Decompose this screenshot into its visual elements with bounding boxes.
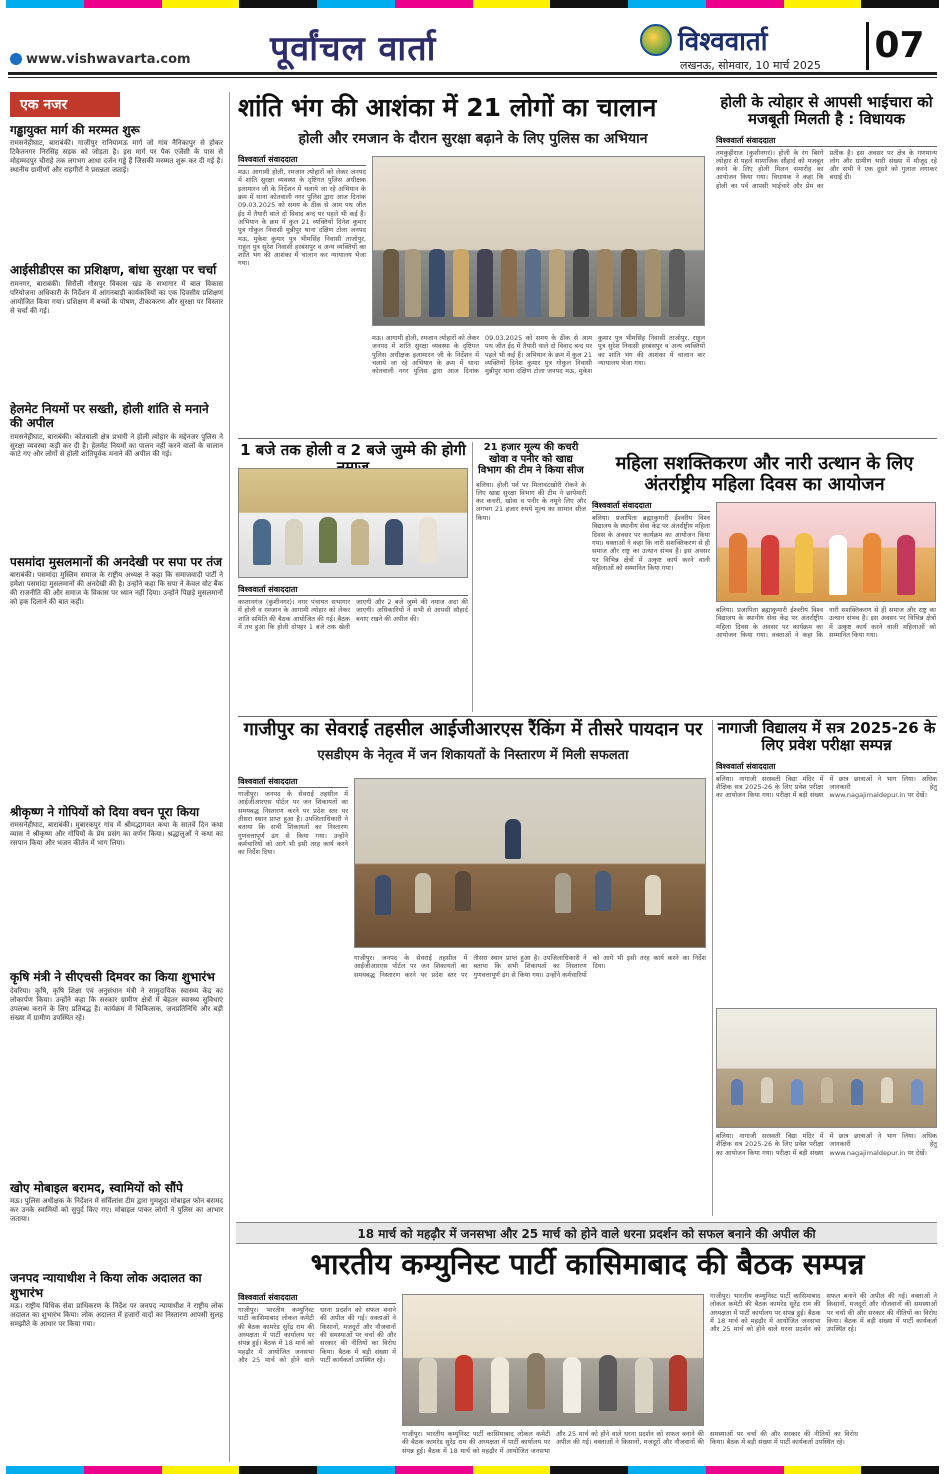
article-body: बलिया। नागाजी सरस्वती विद्या मंदिर में शैक्षिक सत्र 2025-26 के लिए प्रवेश परीक्षा का आयोजन किया गया। परीक्षा में बड़ी संख्या में छात्र छात्राओं ने भाग लिया। अधिक जानकारी हेतु www.nagajimaldepur.in पर देखें। <box>716 774 937 800</box>
article-byline: विश्ववार्ता संवाददाता <box>238 776 348 788</box>
sidebar-story-title: गड्ढायुक्त मार्ग की मरम्मत शुरू <box>10 123 140 137</box>
column-divider <box>712 720 713 1216</box>
exam-hall-photo <box>716 1008 937 1128</box>
brand <box>640 22 767 58</box>
article-body-tail: गाजीपुर। भारतीय कम्युनिस्ट पार्टी कासिमाबाद लोकल कमेटी की बैठक कामरेड सुरेंद्र राम की अध्यक्षता में पार्टी कार्यालय पर संपन्न हुई। बैठक में 18 मार्च को महढ़ौर में आयोजित जनसभा और 25 मार्च को होने वाले धरना प्रदर्शन को सफल बनाने की अपील की गई। वक्ताओं ने किसानों, मजदूरों और नौजवानों की समस्याओं पर चर्चा की और सरकार की नीतियों का विरोध किया। बैठक में बड़ी संख्या में पार्टी कार्यकर्ता उपस्थित रहे। <box>402 1430 858 1455</box>
article-byline: विश्ववार्ता संवाददाता <box>238 1292 396 1304</box>
article-body: बलिया। प्रजापिता ब्रह्माकुमारी ईश्वरीय विश्व विद्यालय के स्थानीय सेवा केंद्र पर अंतर्राष्ट्रीय महिला दिवस के अवसर पर कार्यक्रम का आयोजन किया गया। वक्ताओं ने कहा कि नारी सशक्तिकरण से ही समाज और राष्ट्र का उत्थान संभव है। इस अवसर पर विभिन्न क्षेत्रों में उत्कृष्ट कार्य करने वाली महिलाओं को सम्मानित किया गया। <box>592 514 710 572</box>
article-headline[interactable]: महिला सशक्तिकरण और नारी उत्थान के लिए अंतर्राष्ट्रीय महिला दिवस का आयोजन <box>615 453 914 495</box>
brand-logo-icon <box>640 24 672 56</box>
article-holi-namaz <box>238 442 468 712</box>
sidebar-story-text: मऊ। राष्ट्रीय विधिक सेवा प्राधिकरण के निर्देश पर जनपद न्यायाधीश ने राष्ट्रीय लोक अदालत का शुभारंभ किया। लोक अदालत में हजारों वादों का निस्तारण आपसी सुलह समझौते के आधार पर किया गया। <box>10 1301 223 1328</box>
womens-day-event-photo <box>716 502 936 602</box>
article-womens-day <box>592 454 937 712</box>
website-url: www.vishwavarta.com <box>26 52 191 67</box>
sidebar-story-text: रामसनेहीघाट, बाराबंकी। गाजीपुर रानियामऊ मार्ग जो गांव नैनिकापुर से होकर टिकैतनगर निरसिंह सड़क को जोड़ता है। इस मार्ग पर पैक एजेंसी के पास से मोहम्मदपुर चौराहे तक लगभग आधा दर्जन गड्ढे हैं जिसकी मरम्मत शुरू कर दी गई है। स्थानीय ग्रामीणों और राहगीरों ने प्रसन्नता जताई। <box>10 139 223 175</box>
sidebar-story-title: खोए मोबाइल बरामद, स्वामियों को सौंपे <box>10 1180 183 1195</box>
sidebar-story-text: रामसनेहीघाट, बाराबंकी। मुबारकपुर गांव में श्रीमद्भागवत कथा के सातवें दिन कथा व्यास ने श्रीकृष्ण और गोपियों के प्रेम प्रसंग का वर्णन किया। श्रद्धालुओं ने कथा का रसपान किया और भजन कीर्तन में भाग लिया। <box>10 821 223 848</box>
header-rule <box>8 72 937 75</box>
peace-committee-meeting-photo <box>238 468 468 578</box>
article-headline[interactable]: होली के त्योहार से आपसी भाईचारा को मजबूती मिलती है : विधायक <box>720 93 933 129</box>
sidebar-story <box>10 123 223 259</box>
cpi-kicker-banner: 18 मार्च को महढ़ौर में जनसभा और 25 मार्च को होने वाले धरना प्रदर्शन को सफल बनाने की अपील की <box>236 1222 937 1244</box>
article-body: मऊ। आगामी होली, रमजान त्योहारों को लेकर जनपद में शांति सुरक्षा व्यवस्था के दृष्टिगत पुलिस अधीक्षक इलामारन जी के निर्देशन में चलाये जा रहे अभियान के क्रम में थाना कोतवाली नगर पुलिस द्वारा आज दिनांक 09.03.2025 को समय के ठीक से आम पथ जीत ईद में तैयारी वाले दो विवाद बन्द पर पहले भी कई हैं। अभियान के क्रम में कुल 21 व्यक्तियों दिनेश कुमार पुत्र गोकुल निवासी मुन्नीपुर थाना दक्षिण टोला जनपद मऊ, मुकेश कुमार पुत्र भीमसिंह निवासी ताजोपुर, राहुल पुत्र सुरेश निवासी हरबंसपुर व अन्य व्यक्तियों का शांति भंग की आशंका में चालान कर न्यायालय भेजा गया। <box>238 168 366 268</box>
sidebar-story <box>10 402 223 551</box>
article-nagaji-exam <box>716 720 937 1216</box>
article-body-continued: बलिया। नागाजी सरस्वती विद्या मंदिर में शैक्षिक सत्र 2025-26 के लिए प्रवेश परीक्षा का आयोजन किया गया। परीक्षा में बड़ी संख्या में छात्र छात्राओं ने भाग लिया। अधिक जानकारी हेतु www.nagajimaldepur.in पर देखें। <box>716 1132 937 1157</box>
sidebar-story-title: आईसीडीएस का प्रशिक्षण, बांधा सुरक्षा पर चर्चा <box>10 263 217 278</box>
police-group-photo <box>372 156 705 326</box>
section-divider <box>238 438 937 439</box>
article-byline: विश्ववार्ता संवाददाता <box>238 584 468 596</box>
color-registration-strip <box>6 0 939 8</box>
sidebar-story-title: कृषि मंत्री ने सीएचसी दिमवर का किया शुभारंभ <box>10 970 215 985</box>
article-byline: विश्ववार्ता संवाददाता <box>592 500 710 512</box>
article-holi-brotherhood <box>716 94 937 434</box>
column-divider <box>472 442 473 712</box>
sidebar-story <box>10 1181 223 1267</box>
color-registration-strip-bottom <box>6 1466 939 1474</box>
masthead <box>0 0 945 96</box>
article-body-continued: गाजीपुर। भारतीय कम्युनिस्ट पार्टी कासिमाबाद लोकल कमेटी की बैठक कामरेड सुरेंद्र राम की अध्यक्षता में पार्टी कार्यालय पर संपन्न हुई। बैठक में 18 मार्च को महढ़ौर में आयोजित जनसभा और 25 मार्च को होने वाले धरना प्रदर्शन को सफल बनाने की अपील की गई। वक्ताओं ने किसानों, मजदूरों और नौजवानों की समस्याओं पर चर्चा की और सरकार की नीतियों का विरोध किया। बैठक में बड़ी संख्या में पार्टी कार्यकर्ता उपस्थित रहे। <box>710 1292 937 1334</box>
article-headline[interactable]: 1 बजे तक होली व 2 बजे जुम्मे की होगी <box>240 441 466 459</box>
sidebar-story <box>10 970 223 1176</box>
sidebar-story <box>10 555 223 801</box>
sidebar-story <box>10 1271 223 1422</box>
sidebar-story-title: पसमांदा मुसलमानों की अनदेखी पर सपा पर तंज <box>10 554 223 569</box>
article-headline[interactable]: गाजीपुर का सेवराई तहसील आईजीआरएस रैंकिंग में तीसरे पायदान पर <box>243 719 703 740</box>
article-headline[interactable]: 21 हजार मूल्य की कचरी खोवा व पनीर को खाद्य विभाग की टीम ने किया सीज <box>478 442 584 476</box>
tehsil-office-photo <box>354 778 706 948</box>
article-body-continued: बलिया। प्रजापिता ब्रह्माकुमारी ईश्वरीय विश्व विद्यालय के स्थानीय सेवा केंद्र पर अंतर्राष्ट्रीय महिला दिवस के अवसर पर कार्यक्रम का आयोजन किया गया। वक्ताओं ने कहा कि नारी सशक्तिकरण से ही समाज और राष्ट्र का उत्थान संभव है। इस अवसर पर विभिन्न क्षेत्रों में उत्कृष्ट कार्य करने वाली महिलाओं को सम्मानित किया गया। <box>716 606 936 639</box>
sidebar-header: एक नजर <box>10 92 120 117</box>
article-body-continued: गाजीपुर। जनपद के सेवराई तहसील में आईजीआरएस पोर्टल पर जन शिकायतों का समयबद्ध निस्तारण करने पर प्रदेश स्तर पर तीसरा स्थान प्राप्त हुआ है। उपजिलाधिकारी ने बताया कि सभी शिकायतों का निस्तारण गुणवत्तापूर्ण ढंग से किया गया। उन्होंने कर्मचारियों को आगे भी इसी तरह कार्य करने का निर्देश दिया। <box>354 954 706 979</box>
header-rule-thin <box>8 77 937 78</box>
globe-icon <box>10 53 22 65</box>
sidebar-story-text: देवरिया। कृषि, कृषि शिक्षा एवं अनुसंधान मंत्री ने सामुदायिक स्वास्थ्य केंद्र का लोकार्पण किया। उन्होंने कहा कि सरकार ग्रामीण क्षेत्रों में बेहतर स्वास्थ्य सुविधाएं उपलब्ध कराने के लिए प्रतिबद्ध है। कार्यक्रम में चिकित्सक, जनप्रतिनिधि और बड़ी संख्या में ग्रामीण उपस्थित रहे। <box>10 986 223 1022</box>
sidebar-story-title: हेलमेट नियमों पर सख्ती, होली शांति से मनाने की अपील <box>10 401 209 431</box>
dateline: लखनऊ, सोमवार, 10 मार्च 2025 <box>680 59 821 72</box>
page-number: 07 <box>866 22 930 70</box>
sidebar-story <box>10 263 223 397</box>
article-headline[interactable]: भारतीय कम्युनिस्ट पार्टी कासिमाबाद की बैठक सम्पन्न <box>310 1247 865 1281</box>
article-police-challan <box>238 94 708 434</box>
article-subhead: होली और रमजान के दौरान सुरक्षा बढ़ाने के लिए पुलिस का अभियान <box>298 130 648 147</box>
sidebar-story-text: मऊ। पुलिस अधीक्षक के निर्देशन में सर्विलांस टीम द्वारा गुमशुदा मोबाइल फोन बरामद कर उनके स्वामियों को सुपुर्द किए गए। मोबाइल पाकर लोगों ने पुलिस का आभार जताया। <box>10 1197 223 1224</box>
article-cpi-meeting <box>238 1248 937 1462</box>
section-title: पूर्वांचल वार्ता <box>270 29 437 69</box>
article-ghazipur-igrs <box>238 720 708 1216</box>
article-body: गाजीपुर। जनपद के सेवराई तहसील में आईजीआरएस पोर्टल पर जन शिकायतों का समयबद्ध निस्तारण करने पर प्रदेश स्तर पर तीसरा स्थान प्राप्त हुआ है। उपजिलाधिकारी ने बताया कि सभी शिकायतों का निस्तारण गुणवत्तापूर्ण ढंग से किया गया। उन्होंने कर्मचारियों को आगे भी इसी तरह कार्य करने का निर्देश दिया। <box>238 790 348 857</box>
sidebar-story-text: बाराबंकी। पसमांदा मुस्लिम समाज के राष्ट्रीय अध्यक्ष ने कहा कि समाजवादी पार्टी ने हमेशा पसमांदा मुसलमानों की अनदेखी की है। उन्होंने कहा कि सपा ने केवल वोट बैंक की राजनीति की और समाज के विकास पर ध्यान नहीं दिया। उन्होंने पिछड़े मुसलमानों को हक दिलाने की बात कही। <box>10 570 223 606</box>
article-body: कप्तानगंज (कुशीनगर)। नगर पंचायत सभागार में होली व रमजान के आगामी त्योहार को लेकर शांति समिति की बैठक आयोजित की गई। बैठक में तय हुआ कि होली दोपहर 1 बजे तक खेली जाएगी और 2 बजे जुम्मे की नमाज अदा की जाएगी। अधिकारियों ने सभी से आपसी सौहार्द बनाए रखने की अपील की। <box>238 598 468 631</box>
article-body: बलिया। होली पर्व पर मिलावटखोरी रोकने के लिए खाद्य सुरक्षा विभाग की टीम ने छापेमारी कर कचरी, खोवा व पनीर के नमूने लिए और लगभग 21 हजार रुपये मूल्य का सामान सीज किया। <box>476 480 586 522</box>
article-body-continued: मऊ। आगामी होली, रमजान त्योहारों को लेकर जनपद में शांति सुरक्षा व्यवस्था के दृष्टिगत पुलिस अधीक्षक इलामारन जी के निर्देशन में चलाये जा रहे अभियान के क्रम में थाना कोतवाली नगर पुलिस द्वारा आज दिनांक 09.03.2025 को समय के ठीक से आम पथ जीत ईद में तैयारी वाले दो विवाद बन्द पर पहले भी कई हैं। अभियान के क्रम में कुल 21 व्यक्तियों दिनेश कुमार पुत्र गोकुल निवासी मुन्नीपुर थाना दक्षिण टोला जनपद मऊ, मुकेश कुमार पुत्र भीमसिंह निवासी ताजोपुर, राहुल पुत्र सुरेश निवासी हरबंसपुर व अन्य व्यक्तियों का शांति भंग की आशंका में चालान कर न्यायालय भेजा गया। <box>372 334 705 376</box>
section-divider <box>238 716 937 717</box>
sidebar-story-text: रामसनेहीघाट, बाराबंकी। कोतवाली क्षेत्र प्रभारी ने होली त्योहार के मद्देनजर पुलिस ने सुरक्षा व्यवस्था कड़ी कर दी है। हेलमेट नियमों का पालन नहीं करने वालों के चालान काटे गए और लोगों से होली शांतिपूर्वक मनाने की अपील की गई। <box>10 432 223 459</box>
sidebar-story-title: जनपद न्यायाधीश ने किया लोक अदालत का शुभारंभ <box>10 1271 202 1300</box>
article-byline: विश्ववार्ता संवाददाता <box>716 135 937 147</box>
article-khoa-seized <box>476 442 586 712</box>
article-headline[interactable]: शांति भंग की आशंका में 21 लोगों का चालान <box>238 93 657 122</box>
article-byline: विश्ववार्ता संवाददाता <box>716 761 937 773</box>
sidebar-ek-nazar <box>10 92 230 1462</box>
sidebar-story <box>10 805 223 966</box>
article-byline: विश्ववार्ता संवाददाता <box>238 154 366 166</box>
sidebar-story-title: श्रीकृष्ण ने गोपियों को दिया वचन पूरा किया <box>10 804 200 819</box>
cpi-meeting-photo <box>402 1294 704 1426</box>
sidebar-story-text: रामनगर, बाराबंकी। सिरौली गौसपुर विकास खंड के सभागार में बाल विकास परियोजना अधिकारी के निर्देशन में आंगनबाड़ी कार्यकत्रियों का एक दिवसीय प्रशिक्षण आयोजित किया गया। प्रशिक्षण में बच्चों के पोषण, टीकाकरण और सुरक्षा पर विस्तार से चर्चा की गई। <box>10 279 223 315</box>
article-body: तमकुहीराज (कुशीनगर)। होली के रंग बिरंगे त्योहार से पहले सामाजिक सौहार्द को मजबूत करने के लिए होली मिलन समारोह का आयोजन किया गया। विधायक ने कहा कि होली का पर्व आपसी भाईचारे और प्रेम का प्रतीक है। इस अवसर पर क्षेत्र के गणमान्य लोग और ग्रामीण भारी संख्या में मौजूद रहे और सभी ने एक दूसरे को गुलाल लगाकर बधाई दी। <box>716 148 937 190</box>
article-body: गाजीपुर। भारतीय कम्युनिस्ट पार्टी कासिमाबाद लोकल कमेटी की बैठक कामरेड सुरेंद्र राम की अध्यक्षता में पार्टी कार्यालय पर संपन्न हुई। बैठक में 18 मार्च को महढ़ौर में आयोजित जनसभा और 25 मार्च को होने वाले धरना प्रदर्शन को सफल बनाने की अपील की गई। वक्ताओं ने किसानों, मजदूरों और नौजवानों की समस्याओं पर चर्चा की और सरकार की नीतियों का विरोध किया। बैठक में बड़ी संख्या में पार्टी कार्यकर्ता उपस्थित रहे। <box>238 1306 396 1364</box>
article-subhead: एसडीएम के नेतृत्व में जन शिकायतों के निस्तारण में मिली सफलता <box>317 747 629 763</box>
website-link[interactable] <box>10 52 191 67</box>
brand-name: विश्ववार्ता <box>678 27 768 57</box>
article-headline[interactable]: नागाजी विद्यालय में सत्र 2025-26 के लिए प्रवेश परीक्षा सम्पन्न <box>717 719 936 755</box>
